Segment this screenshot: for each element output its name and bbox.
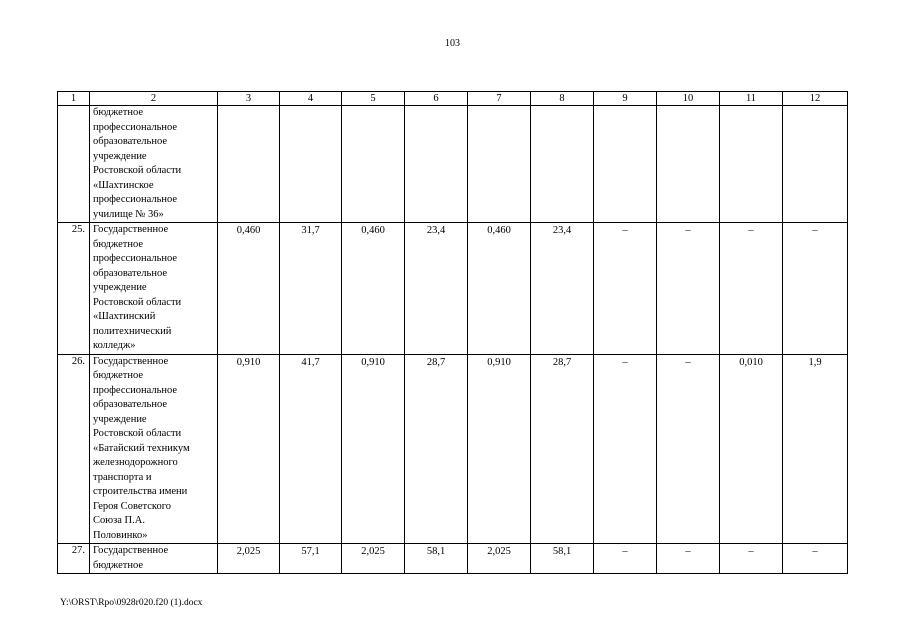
table-header-row [58,92,848,106]
page-number: 103 [445,38,460,49]
value-cell-col-7: 0,460 [468,223,531,355]
value-cell-col-7: 0,910 [468,354,531,544]
institution-name-line: бюджетное [93,559,144,571]
header-cell-8: 8 [531,92,594,106]
value-cell-col-11: – [720,544,783,574]
institution-name-line: Союза П.А. [93,515,145,526]
institution-name-line: Государственное [93,355,169,367]
institution-name-line: политехнический [93,325,172,337]
institution-name-line: профессиональное [93,121,178,133]
value-cell-col-8: 58,1 [531,544,594,574]
value-cell-col-7 [468,106,531,223]
data-table [57,91,848,574]
header-cell-12: 12 [783,92,848,106]
institution-name-cell [90,544,218,574]
institution-name-line: бюджетное [93,238,144,250]
institution-name-line: учреждение [93,413,147,425]
value-cell-col-11: – [720,223,783,355]
institution-name-line: «Шахтинский [93,311,156,322]
institution-name-line: училище № 36» [93,208,164,220]
value-cell-col-8 [531,106,594,223]
value-cell-col-12: 1,9 [783,354,848,544]
header-cell-7: 7 [468,92,531,106]
table-row [58,106,848,223]
value-cell-col-9: – [594,223,657,355]
institution-name-line: Ростовской области [93,296,182,308]
institution-name-line: Героя Советского [93,500,171,512]
header-cell-4: 4 [280,92,342,106]
institution-name-line: «Батайский техникум [93,442,190,454]
institution-name-line: бюджетное [93,370,144,381]
institution-name-line: транспорта и [93,471,152,483]
value-cell-col-11 [720,106,783,223]
institution-name-line: строительства имени [93,486,188,497]
header-cell-6: 6 [405,92,468,106]
institution-name-line: профессиональное [93,384,178,396]
value-cell-col-10: – [657,223,720,355]
header-cell-3: 3 [218,92,280,106]
row-number-cell: 27. [58,544,90,574]
institution-name-line: профессиональное [93,253,178,264]
row-number-cell: 26. [58,354,90,544]
institution-name-line: Ростовской области [93,428,182,439]
value-cell-col-8: 23,4 [531,223,594,355]
institution-name-cell [90,223,218,355]
value-cell-col-12: – [783,544,848,574]
value-cell-col-6 [405,106,468,223]
header-cell-10: 10 [657,92,720,106]
institution-name-line: учреждение [93,150,147,162]
value-cell-col-4: 41,7 [280,354,342,544]
value-cell-col-5: 2,025 [342,544,405,574]
value-cell-col-3: 0,910 [218,354,280,544]
header-cell-1: 1 [58,92,90,106]
institution-name-line: колледж» [93,340,136,351]
institution-name-line: «Шахтинское [93,179,154,191]
value-cell-col-11: 0,010 [720,354,783,544]
table-row [58,223,848,355]
header-cell-2: 2 [90,92,218,106]
institution-name-line: Ростовской области [93,165,182,176]
value-cell-col-4: 31,7 [280,223,342,355]
value-cell-col-9: – [594,354,657,544]
value-cell-col-9 [594,106,657,223]
footer-file-path: Y:\ORST\Rpo\0928r020.f20 (1).docx [60,598,203,608]
institution-name-line: Государственное [93,545,169,556]
institution-name-line: Государственное [93,224,169,235]
value-cell-col-6: 58,1 [405,544,468,574]
value-cell-col-10: – [657,544,720,574]
value-cell-col-3: 2,025 [218,544,280,574]
institution-name-cell [90,354,218,544]
institution-name-line: профессиональное [93,194,178,205]
value-cell-col-6: 28,7 [405,354,468,544]
table-row [58,544,848,574]
value-cell-col-10 [657,106,720,223]
value-cell-col-6: 23,4 [405,223,468,355]
value-cell-col-12 [783,106,848,223]
value-cell-col-9: – [594,544,657,574]
header-cell-5: 5 [342,92,405,106]
institution-name-line: образовательное [93,136,167,147]
value-cell-col-8: 28,7 [531,354,594,544]
value-cell-col-4 [280,106,342,223]
header-cell-11: 11 [720,92,783,106]
value-cell-col-7: 2,025 [468,544,531,574]
row-number-cell: 25. [58,223,90,355]
row-number-cell [58,106,90,223]
institution-name-line: учреждение [93,282,147,293]
institution-name-line: бюджетное [93,107,144,118]
value-cell-col-5: 0,910 [342,354,405,544]
value-cell-col-4: 57,1 [280,544,342,574]
institution-name-line: образовательное [93,399,167,410]
table-row [58,354,848,544]
institution-name-line: Половинко» [93,529,148,541]
value-cell-col-12: – [783,223,848,355]
value-cell-col-5: 0,460 [342,223,405,355]
value-cell-col-5 [342,106,405,223]
value-cell-col-3 [218,106,280,223]
value-cell-col-10: – [657,354,720,544]
header-cell-9: 9 [594,92,657,106]
institution-name-cell [90,106,218,223]
institution-name-line: железнодорожного [93,457,178,468]
value-cell-col-3: 0,460 [218,223,280,355]
institution-name-line: образовательное [93,267,167,279]
